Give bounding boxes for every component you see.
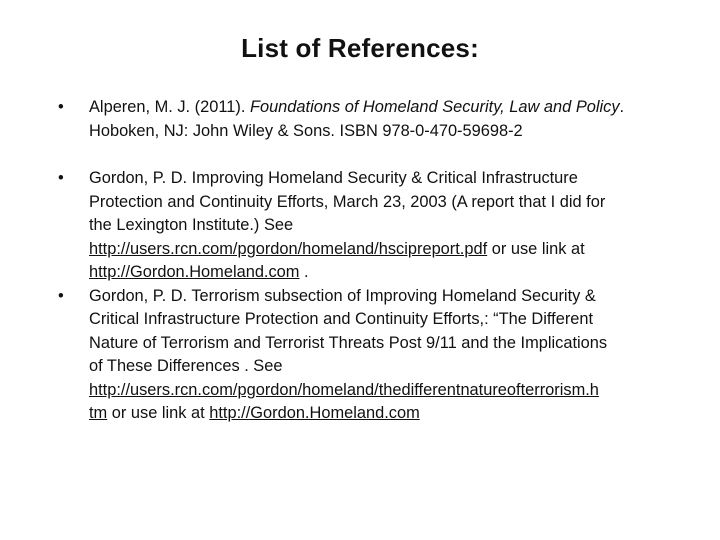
reference-author-text: Alperen, M. J. (2011). [89,98,250,116]
bullet-icon: • [58,98,64,116]
reference-text: Gordon, P. D. Terrorism subsection of Improving Homeland Security & [89,286,596,305]
reference-item-alperen [58,96,706,143]
reference-text: or use link at [487,239,585,258]
bullet-icon: • [58,169,64,187]
hscip-report-link[interactable]: http://users.rcn.com/pgordon/homeland/hscipreport.pdf [89,239,488,258]
reference-text: . [299,263,309,281]
reference-item-gordon-terrorism [58,285,706,426]
reference-text: Protection and Continuity Efforts, March 23, 2003 (A report that I did for [89,192,606,211]
gordon-homeland-link[interactable]: http://Gordon.Homeland.com [209,404,420,422]
book-title: Foundations of Homeland Security, Law and Policy [249,98,620,116]
reference-text: Gordon, P. D. Improving Homeland Security & Critical Infrastructure [89,169,578,187]
reference-text: Critical Infrastructure Protection and Continuity Efforts,: “The Different [89,310,594,328]
terrorism-report-link[interactable]: http://users.rcn.com/pgordon/homeland/thedifferentnatureofterrorism.h [89,380,599,399]
reference-line [89,379,706,403]
reference-list [58,96,706,426]
gordon-homeland-link[interactable]: http://Gordon.Homeland.com [89,263,300,281]
reference-publisher-text: Hoboken, NJ: John Wiley & Sons. ISBN 978-0-470-59698-2 [89,121,523,140]
reference-text: or use link at [107,404,210,422]
reference-line [89,96,706,120]
reference-line [89,402,706,426]
reference-text: the Lexington Institute.) See [89,216,294,234]
page-title: List of References: [241,33,479,63]
reference-item-gordon-report [58,167,706,285]
terrorism-report-link-continued[interactable]: tm [89,404,108,422]
reference-line [89,238,706,262]
reference-line [89,261,706,285]
bullet-icon: • [58,286,64,305]
reference-text: . [619,98,625,116]
reference-text: of These Differences . See [89,357,283,375]
reference-text: Nature of Terrorism and Terrorist Threats Post 9/11 and the Implications [89,333,608,352]
